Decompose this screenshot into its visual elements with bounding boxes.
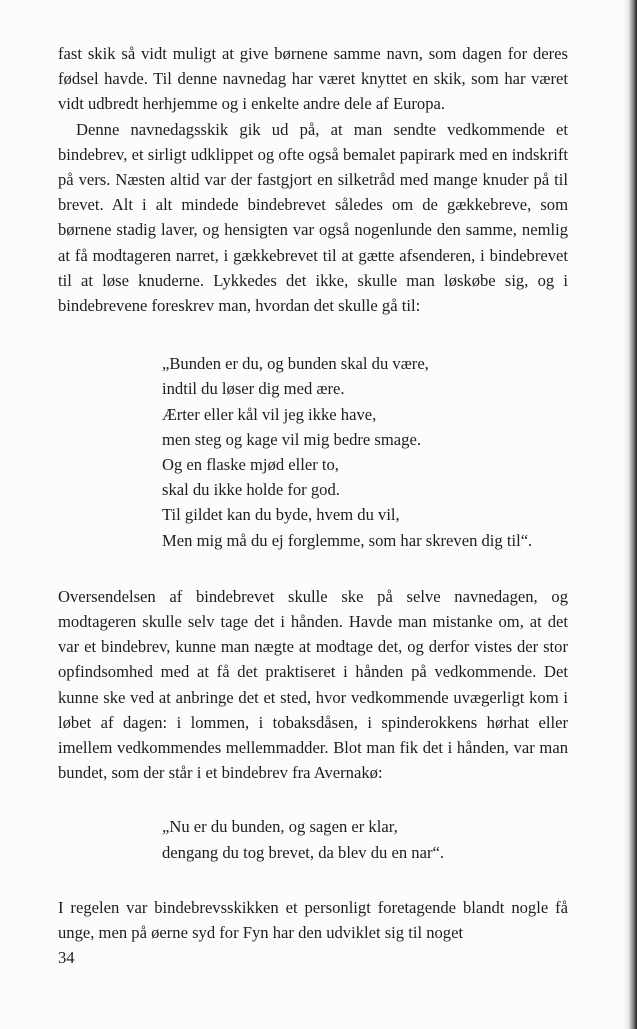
- verse-block-1: [162, 351, 568, 553]
- verse-line: indtil du løser dig med ære.: [162, 379, 345, 399]
- page-number: 34: [58, 948, 75, 967]
- verse-line: Men mig må du ej forglemme, som har skreven dig til“.: [162, 530, 533, 550]
- verse-line: dengang du tog brevet, da blev du en nar“.: [162, 842, 444, 862]
- verse-line: skal du ikke holde for god.: [162, 480, 340, 500]
- page-body: [58, 41, 568, 945]
- paragraph-2: Denne navnedagsskik gik ud på, at man sendte vedkommende et bindebrev, et sirligt udklippet og ofte også bemalet papirark med en indskrift på vers. Næsten altid var der fastgjort en silketråd med mange knuder på til brevet. Alt i alt mindede bindebrevet således om de gækkebreve, som børnene stadig laver, og hensigten var også nogenlunde den samme, nemlig at få modtageren narret, i gækkebrevet til at gætte afsenderen, i bindebrevet til at løse knuderne. Lykkedes det ikke, skulle man løskøbe sig, og i bindebrevene foreskrev man, hvordan det skulle gå til:: [58, 119, 568, 316]
- verse-line: Og en flaske mjød eller to,: [162, 455, 339, 475]
- paragraph-4: I regelen var bindebrevsskikken et personligt foretagende blandt nogle få unge, men på øerne syd for Fyn har den udviklet sig til noget: [58, 897, 568, 943]
- verse-line: „Nu er du bunden, og sagen er klar,: [162, 817, 398, 837]
- verse-line: „Bunden er du, og bunden skal du være,: [162, 354, 429, 374]
- verse-line: men steg og kage vil mig bedre smage.: [162, 429, 421, 449]
- paragraph-3: Oversendelsen af bindebrevet skulle ske på selve navnedagen, og modtageren skulle selv tage det i hånden. Havde man mistanke om, at det var et bindebrev, kunne man nægte at modtage det, og derfor vistes der stor opfindsomhed med at få det praktiseret i hånden på vedkommende. Det kunne ske ved at anbringe det et sted, hvor vedkommende uvægerligt kom i løbet af dagen: i lommen, i tobaksdåsen, i spinderokkens hørhat eller imellem vedkommendes mellemmadder. Blot man fik det i hånden, var man bundet, som der står i et bindebrev fra Avernakø:: [58, 586, 568, 783]
- page-edge-shadow: [623, 0, 637, 1029]
- paragraph-1: fast skik så vidt muligt at give børnene samme navn, som dagen for deres fødsel havde. Til denne navnedag har været knyttet en skik, som har været vidt udbredt herhjemme og i enkelte andre dele af Europa.: [58, 44, 568, 114]
- verse-block-2: [162, 814, 568, 864]
- verse-line: Til gildet kan du byde, hvem du vil,: [162, 505, 400, 525]
- verse-line: Ærter eller kål vil jeg ikke have,: [162, 404, 377, 424]
